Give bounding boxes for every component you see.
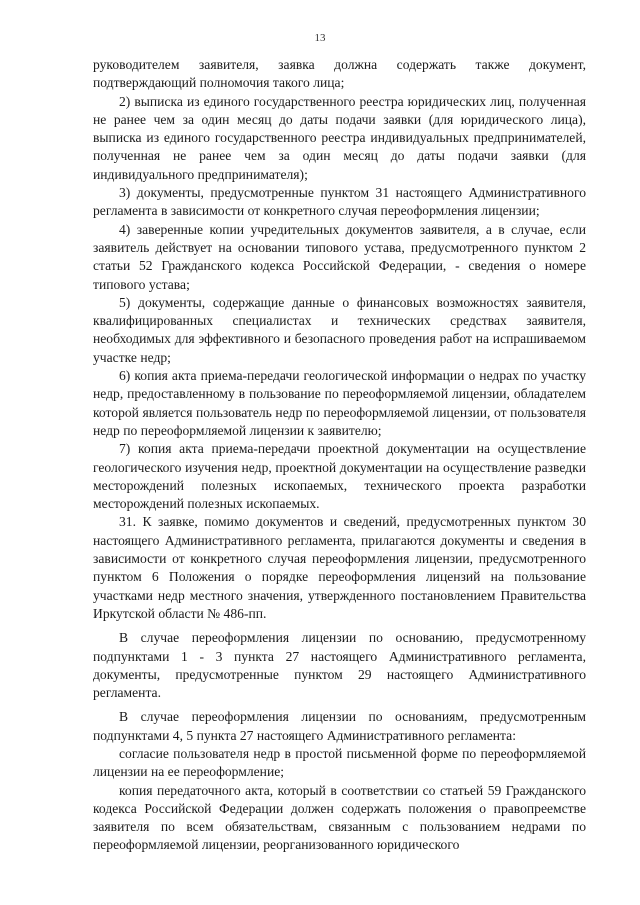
paragraph-item-2: 2) выписка из единого государственного реестра юридических лиц, полученная не ранее чем за один месяц до даты подачи заявки (для юридического лица), выписка из единого государственного реестра индивидуальных предпринимателей, полученная не ранее чем за один месяц до даты подачи заявки (для индивидуального предпринимателя); (93, 93, 586, 182)
paragraph-item-6: 6) копия акта приема-передачи геологической информации о недрах по участку недр, предоставленному в пользование по переоформляемой лицензии, обладателем которой является пользователь недр по переоформляемой лицензии, от пользователя недр по переоформляемой лицензии к заявителю; (93, 368, 586, 438)
paragraph-case-1-3: В случае переоформления лицензии по основанию, предусмотренному подпунктами 1 - 3 пункта 27 настоящего Административного регламента, документы, предусмотренные пунктом 29 настоящего Административного регламента. (93, 630, 586, 701)
paragraph-item-4: 4) заверенные копии учредительных документов заявителя, а в случае, если заявитель действует на основании типового устава, предусмотренного пунктом 2 статьи 52 Гражданского кодекса Российской Федерации, - сведения о номере типового устава; (93, 221, 586, 292)
paragraph-clause-31: 31. К заявке, помимо документов и сведений, предусмотренных пунктом 30 настоящего Административного регламента, прилагаются документы и сведения в зависимости от конкретного случая переоформления лицензии, предусмотренного пунктом 6 Положения о порядке переоформления лицензий на пользование участками недр местного значения, утвержденного постановлением Правительства Иркутской области № 486-пп. (93, 514, 586, 621)
paragraph-item-3: 3) документы, предусмотренные пунктом 31 настоящего Административного регламента в зависимости от конкретного случая переоформления лицензии; (93, 185, 586, 219)
paragraph-case-4-5: В случае переоформления лицензии по основаниям, предусмотренным подпунктами 4, 5 пункта 27 настоящего Административного регламента: (93, 709, 586, 743)
paragraph-item-7: 7) копия акта приема-передачи проектной документации на осуществление геологического изучения недр, проектной документации на осуществление разведки месторождений полезных ископаемых, технического проекта разработки месторождений полезных ископаемых. (93, 441, 586, 512)
paragraph-consent: согласие пользователя недр в простой письменной форме по переоформляемой лицензии на ее переоформление; (93, 745, 586, 780)
paragraph-transfer-act: копия передаточного акта, который в соответствии со статьей 59 Гражданского кодекса Российской Федерации должен содержать положения о правопреемстве заявителя по всем обязательствам, связанным с пользованием недрами по переоформляемой лицензии, реорганизованного юридического (93, 782, 586, 853)
paragraph-item-5: 5) документы, содержащие данные о финансовых возможностях заявителя, квалифицированных специалистах и технических средствах заявителя, необходимых для эффективного и безопасного проведения работ на испрашиваемом участке недр; (93, 294, 586, 365)
document-body (93, 56, 586, 855)
page-number: 13 (314, 32, 326, 44)
paragraph-continuation: руководителем заявителя, заявка должна содержать также документ, подтверждающий полномочия такого лица; (93, 57, 586, 91)
